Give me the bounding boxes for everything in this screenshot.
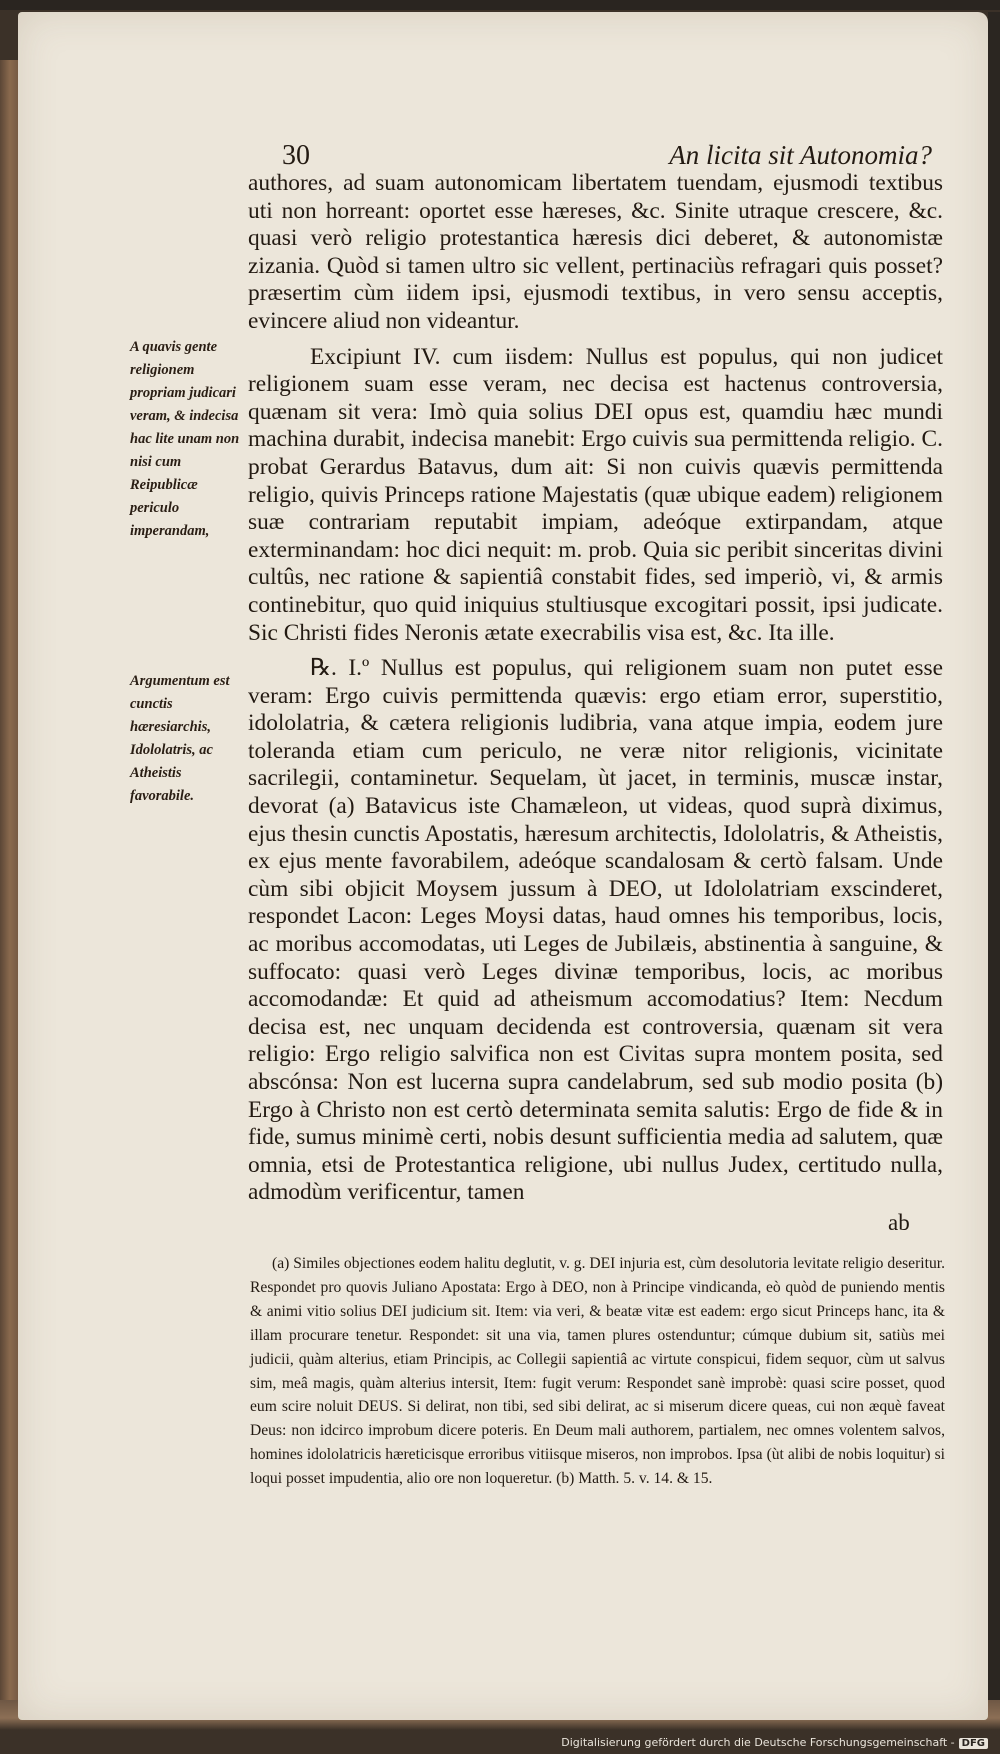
paragraph: ℞. I.º Nullus est populus, qui religionem suam non putet esse veram: Ergo cuivis permittenda quævis: ergo etiam error, superstitio, idololatria, & cætera religionis ludibria, vana atque impia, eodem jure toleranda etiam cum periculo, ne veræ nitor religionis, vicinitate sacrilegii, contaminetur. Sequelam, ùt jacet, in terminis, muscæ instar, devorat (a) Batavicus iste Chamæleon, ut videas, quod suprà diximus, ejus thesin cunctis Apostatis, hæresum architectis, Idololatris, & Atheistis, ex ejus mente favorabilem, adeóque scandalosam & certò falsam. Unde cùm sibi objicit Moysem jussum à DEO, ut Idololatriam exscinderet, respondet Lacon: Leges Moysi datas, haud omnes his temporibus, locis, ac moribus accomodatas, uti Leges de Jubilæis, abstinentia à sanguine, & suffocato: quasi verò Leges divinæ temporibus, locis, ac moribus accomodandæ: Et quid ad atheismum accomodatius? Item: Necdum decisa est, nec unquam decidenda est controversia, quænam sit vera religio: Ergo religio salvifica non est Civitas supra montem posita, sed abscónsa: Non est lucerna supra candelabrum, sed sub modio posita (b) Ergo à Christo non est certò determinata semita salutis: Ergo de fide & in fide, sumus minimè certi, nobis desunt sufficientia media ad salutem, quæ omnia, etsi de Protestantica religione, ubi nullus Judex, certitudo nulla, admodùm verificentur, tamen (248, 655, 943, 1206)
digitization-credit (561, 1736, 988, 1749)
page-number: 30 (282, 140, 310, 171)
book-right-edge (988, 12, 1000, 1712)
catchword: ab (888, 1210, 910, 1235)
dfg-logo: DFG (959, 1738, 988, 1749)
footnote: (a) Similes objectiones eodem halitu deglutit, v. g. DEI injuria est, cùm desolutoria levitate religio deseritur. Respondet pro quovis Juliano Apostata: Ergo à DEO, non à Principe vindicanda, eò quòd de puniendo mentis & animi vitio solius DEI judicium sit. Item: via veri, & beatæ vitæ est eadem: ergo sicut Princeps hanc, ita & illam procurare tenetur. Respondet: sit una via, tamen plures ostenduntur; cúmque dubium sit, satiùs mei judicii, quàm alterius, etiam Principis, ac Collegii sapientiâ ac virtute conspicui, fidem sequor, cùm ut salvus sim, meâ magis, quàm alterius intersit, Item: fugit verum: Respondet sanè improbè: quasi scire posset, quod eum scire noluit DEUS. Si delirat, non tibi, sed sibi delirat, ac si miserum dicere queas, cui non æquè faveat Deus: non idcirco improbum dicere poteris. En Deum mali authorem, partialem, nec omnes volentem salvos, homines idololatricis hæreticisque erroribus vitiisque miseros, non improbos. Ipsa (ùt alibi de nobis loquitur) si loqui posset impudentia, alio ore non loqueretur. (b) Matth. 5. v. 14. & 15. (250, 1255, 945, 1488)
main-text (248, 170, 943, 1207)
paragraph: authores, ad suam autonomicam libertatem tuendam, ejusmodi textibus uti non horreant: oportet esse hæreses, &c. Sinite utraque crescere, &c. quasi verò religio protestantica hæresis dici deberet, & autonomistæ zizania. Quòd si tamen ultro sic vellent, pertinaciùs refragari quis posset? præsertim cùm iidem ipsi, ejusmodi textibus, in vero sensu acceptis, evincere aliud non videantur. (248, 170, 943, 334)
marginal-note: A quavis gente religionem propriam judicari veram, & indecisa hac lite unam non nisi cum Reipublicæ periculo imperandam, (130, 339, 240, 539)
footnotes (250, 1252, 945, 1491)
running-title: An licita sit Autonomia? (669, 140, 932, 170)
credit-text: Digitalisierung gefördert durch die Deutsche Forschungsgemeinschaft - (561, 1736, 955, 1749)
paragraph: Excipiunt IV. cum iisdem: Nullus est populus, qui non judicet religionem suam esse veram, nec decisa est hactenus controversia, quænam sit vera: Imò quia solius DEI opus est, quamdiu hæc mundi machina durabit, indecisa manebit: Ergo cuivis sua permittenda religio. C. probat Gerardus Batavus, dum ait: Si non cuivis quævis permittenda religio, quivis Princeps ratione Majestatis (quæ ubique eadem) religionem suæ contrariam reputabit impiam, adeóque extirpandam, atque exterminandam: hoc dici nequit: m. prob. Quia sic peribit sinceritas divini cultûs, nec ratione & sapientiâ constabit fides, sed imperiò, vi, & armis continebitur, quo quid iniquius stultiusque excogitari possit, ipsi judicate. Sic Christi fides Neronis ætate execrabilis visa est, &c. Ita ille. (248, 343, 943, 646)
marginal-note: Argumentum est cunctis hæresiarchis, Idololatris, ac Atheistis favorabile. (130, 673, 230, 804)
